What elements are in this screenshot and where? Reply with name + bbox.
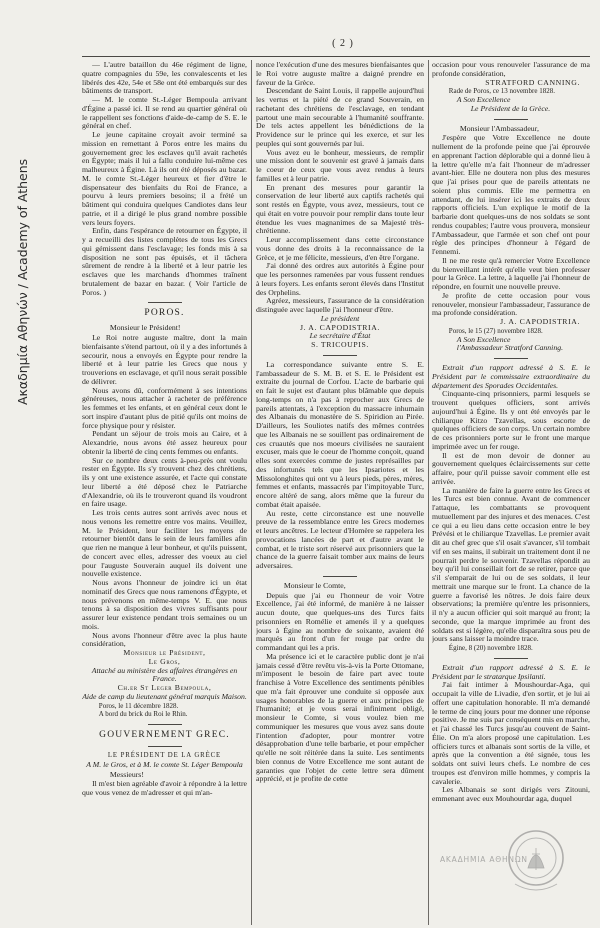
paragraph-continued: nonce l'exécution d'une des mesures bienfaisantes que le Roi votre auguste maître a daigné prendre en faveur de la Grèce. [256,61,424,87]
signature-line: Le Gros, [148,656,181,666]
dateline: Égine, 8 (20) novembre 1828. [448,644,533,652]
paragraph: Il m'est bien agréable d'avoir à répondre à la lettre que vous venez de m'adresser et qui m'an- [82,779,247,797]
paragraph: Au reste, cette circonstance est une nouvelle preuve de la ressemblance entre les Grecs modernes et leurs ancêtres. Le lecteur d'Homère se rappelera les provocations lancées de part et d'autre avant le combat, et le triste sort réservé aux prisonniers que la chance de la guerre faisait tomber aux mains de leurs adversaires. [256,508,424,570]
column-left [82,61,247,925]
column-divider-left [251,60,252,925]
divider-rule [148,302,182,303]
paragraph: Nous avons l'honneur de joindre ici un état nominatif des Grecs que nous ramenons d'Égypte, et nous prévenons en même-temps V. E. que nous tenons à sa disposition des vivres suffisants pour assurer leur existence pendant trois semaines ou un mois. [82,578,247,631]
salutation: Monsieur l'Ambassadeur, [459,123,539,133]
italic-caption: A M. le Gros, et à M. le comte St. Léger Bempoula [86,759,243,769]
paragraph: Il est de mon devoir de donner au gouvernement quelques éclaircissements sur cette affaire, pour qu'il puisse savoir comment elle est arrivée. [432,450,590,486]
salutation: Messieurs! [109,769,144,779]
column-divider-right [428,60,429,925]
paragraph: Nous avons dû, conformément à ses intentions généreuses, nous attacher à racheter de préférence les femmes et les enfants, et en général ceux dont le sort inspire d'autant plus de pitié qu'ils ont moins de force physique pour y résister. [82,385,247,430]
divider-rule [494,358,528,359]
paragraph: La manière de faire la guerre entre les Grecs et les Turcs est bien connue. Avant de commencer l'attaque, les combattants se provoquent mutuellement par des injures et des menaces. C'est ce qui a eu lieu dans cette occasion entre le bey Prévési et le chiliarque Tzavellas. Le premier avait dit au chef grec que s'il osait s'avancer, s'il tombait vif en ses mains, il subirait un traitement dont il ne pourrait perdre le souvenir. Tzavellas répondit au bey qu'il lui conseillait fort de se retirer, parce que s'il s'emparait de lui ou de ses soldats, il leur mettrait une marque sur le front. La chance de la guerre a favorisé les nôtres. Je dois faire deux observations; la première qu'entre les prisonniers, il n'y a aucun officier qui soit marqué au front; la seconde, que la marque imprimée au front des soldats est si légère, qu'elle disparaîtra sous peu de jours sans laisser la moindre trace. [432,485,590,644]
paragraph: Ma présence ici et le caractère public dont je n'ai jamais cessé d'être revêtu vis-à-vis la Porte Ottomane, m'imposent le besoin de faire part avec toute franchise à Votre Excellence des sentiments pénibles que m'a fait éprouver une conduite si opposée aux usages honorables de la guerre et aux principes de l'humanité; et je vous serai infiniment obligé, monsieur le Comte, si vous voulez bien me communiquer les mesures que vous avez sans doute l'intention d'adopter, pour montrer votre désapprobation d'une telle barbarie, et pour empêcher qu'elle ne soit réitérée dans la suite. Les sentiments bien connus de Votre Excellence me sont autant de garanties que l'objet de cette lettre sera dûment apprécié, et je profite de cette [256,651,424,784]
paragraph: Nous avons l'honneur d'être avec la plus haute considération, [82,630,247,649]
addressee-line: A Son Excellence [456,95,511,104]
paragraph: Le jeune capitaine croyait avoir terminé sa mission en remettant à Poros entre les mains du gouvernement grec les esclaves qu'il avait rachetés en Égypte; mais il lui a fallu conduire lui-même ces malheureux à Égine. Là ils ont été déposés au bazar. M. le comte St.-Léger heureux et fier d'être le dispensateur des bienfaits du Roi de France, a pourvu à leurs premiers besoins; il a frété un bâtiment qui conduira quelques Candiotes dans leur patrie, et il a dirigé le plus grand nombre possible vers leurs foyers. [82,130,247,227]
academy-watermark-text: Ακαδημία Αθηνών / Academy of Athens [15,158,30,405]
divider-rule [494,658,528,659]
signature-line: STRATFORD CANNING. [485,77,580,87]
addressee-line: l'Ambassadeur Stratford Canning. [456,343,564,353]
italic-caption: Aide de camp du lieutenant général marquis Maison. [82,691,247,701]
paragraph: Agréez, messieurs, l'assurance de la considération distinguée avec laquelle j'ai l'honneur d'être. [256,296,424,314]
signature-line: J. A. CAPODISTRIA. [300,322,380,332]
paragraph: Descendant de Saint Louis, il rappelle aujourd'hui les vertus et la piété de ce grand Souverain, en rachetant des chrétiens de l'esclavage, en tendant partout une main secourable à l'humanité souffrante. De tels actes appellent les bénédictions de la Providence sur le prince qui les exerce, et sur les peuples qui sont gouvernés par lui. [256,86,424,148]
paragraph: Cinquante-cinq prisonniers, parmi lesquels se trouvent quelques officiers, sont arrivés aujourd'hui à Égine. Ils y ont été envoyés par le chiliarque Kitzo Tzavellas, sous escorte de quelques officiers de son corps. Un certain nombre de ces prisonniers porte sur le front une marque imprimée avec un fer rouge. [432,389,590,451]
italic-caption: Attaché au ministère des affaires étrangères en France. [91,665,238,684]
paragraph: — L'autre bataillon du 46e régiment de ligne, quatre compagnies du 59e, les convalescents et les libérés des 42e, 54e et 58e ont été embarqués sur des bâtiments de transport. [82,61,247,96]
signature-line: Ch.er St Leger Bempoula, [117,683,212,692]
dateline: Poros, le 15 (27) novembre 1828. [448,326,543,335]
italic-caption: Le président [320,313,360,323]
italic-caption: Le secrétaire d'État [309,331,371,341]
paragraph: Les trois cents autres sont arrivés avec nous et nous venons les remettre entre vos mains. Veuillez, M. le Président, leur faciliter les moyens de retourner bientôt dans le sein de leurs familles afin que rien ne manque à leur bonheur, et qu'ils puissent, de concert avec elles, adresser des voeux au ciel pour l'auguste Souverain auquel ils doivent une nouvelle existence. [82,508,247,579]
header-rule [82,56,590,57]
addressee-line: Le Président de la Grèce. [470,103,551,113]
paragraph-continued: occasion pour vous renouveler l'assurance de ma profonde considération, [432,61,590,78]
paragraph: En prenant des mesures pour garantir la conservation de leur liberté aux captifs rachetés qui sont restés en Égypte, vous avez, messieurs, tout ce qui était en votre pouvoir pour remplir dans toute leur étendue les vues magnanimes de sa Majesté très-chrétienne. [256,182,424,236]
salutation: Monsieur le Comte, [283,580,346,590]
paragraph: J'ai donné des ordres aux autorités à Égine pour que les personnes ramenées par vous fussent rendues à leurs foyers. Les enfants seront élevés dans l'Institut des Orphelins. [256,261,424,297]
paragraph: Depuis que j'ai eu l'honneur de voir Votre Excellence, j'ai été informé, de manière à ne laisser aucun doute, que quelques-uns des Turcs faits prisonniers en Romélie et amenés il y a quelques jours à Égine au nombre de soixante, avaient été marqués au front d'un fer rouge par ordre du commandant qui les a pris. [256,590,424,652]
extract-heading: Extrait d'un rapport adressé à S. E. le Président par le stratarque Ipsilanti. [432,662,590,681]
paragraph: Le Roi notre auguste maître, dont la main bienfaisante s'étend partout, où il y a des infortunés à secourir, nous a envoyés en Égypte pour rendre la liberté et à leur patrie les Grecs que nous y trouverions en esclavage, et qu'il nous serait possible de délivrer. [82,333,247,386]
paragraph: Je profite de cette occasion pour vous renouveler, monsieur l'ambassadeur, l'assurance de ma profonde considération. [432,290,590,318]
signature-line: J. A. CAPODISTRIA. [500,317,580,326]
paragraph: Vous avez eu le bonheur, messieurs, de remplir une mission dont le souvenir est gravé à jamais dans le coeur de ceux que vous avez rendus à leurs familles et à leur patrie. [256,147,424,183]
stamp-text: ΑΚΑΔΗΜΙΑ ΑΘΗΝΩΝ [440,855,528,864]
paragraph: Il ne me reste qu'à remercier Votre Excellence du bienveillant intérêt qu'elle veut bien professer pour la Grèce. La lettre, à laquelle j'ai l'honneur de répondre, en fournit une nouvelle preuve. [432,255,590,291]
addressee-line: A Son Excellence [456,334,511,344]
paragraph: J'espère que Votre Excellence ne doute nullement de la profonde peine que j'ai éprouvée en apprenant l'action déplorable qui a donné lieu à la lettre qu'elle m'a fait l'honneur de m'adresser avant-hier. Elle ne doutera non plus des mesures que j'ai prises pour que de pareils attentats ne soient plus commis. Elle me permettra en attendant, de lui insérer ici les extraits de deux rapports officiels. L'un explique le motif de la barbarie dont quelques-uns de nos soldats se sont rendus coupables; l'autre vous prouvera, monsieur l'Ambassadeur, que l'armée et son chef ont pour règle des principes d'honneur à l'égard de l'ennemi. [432,133,590,256]
dateline: Poros, le 11 décembre 1828. [98,701,179,710]
stamp-emblem-icon [528,848,544,870]
title-line: LE PRÉSIDENT DE LA GRÈCE [107,752,222,759]
divider-rule [323,576,357,577]
paragraph: Les Albanais se sont dirigés vers Zitouni, emmenant avec eux Mouhourdar aga, duquel [432,785,590,803]
dateline: Rade de Poros, ce 13 novembre 1828. [448,87,555,96]
section-heading: POROS. [144,308,185,319]
paragraph: La correspondance suivante entre S. E. l'ambassadeur de S. M. B. et S. E. le Président est extraite du journal de Corfou. L'acte de barbarie qui en fait le sujet est d'autant plus blâmable que depuis long-temps on n'a pas à reprocher aux Grecs de pareils attentats, à l'exception du massacre inhumain des Albanais du monastère de S. Spiridion au Pirée. D'ailleurs, les Souliotes natifs des mêmes contrées que les Albanais ne se souillent pas ordinairement de ces cruautés que nos moeurs civilisées ne sauraient excuser, mais que le coeur de l'homme conçoit, quand elles sont exercées comme de justes représailles par des infortunés tels que les Ipsariotes et les Missolonghites qui ont vu à leurs pieds, pères, mères, femmes et enfants, massacrés par l'impitoyable Turc, encore altéré de sang, alors même que la fureur du combat était apaisée. [256,359,424,509]
paragraph: — M. le comte St.-Léger Bempoula arrivant d'Égine a passé ici. Il se rend au quartier général où le rappellent ses fonctions d'aide-de-camp de S. E. le général en chef. [82,95,247,131]
page-number: ( 2 ) [332,38,354,49]
paragraph: Pendant un séjour de trois mois au Caire, et à Alexandrie, nous avons été assez heureux pour obtenir la liberté de cinq cents femmes ou enfants. [82,429,247,456]
divider-rule [148,746,182,747]
section-heading: GOUVERNEMENT GREC. [99,730,230,740]
signature-line: S. TRICOUPIS. [311,340,369,349]
extract-heading: Extrait d'un rapport adressé à S. E. le Président par le commissaire extraordinaire du département des Sporades Occidentales. [432,363,590,390]
salutation: Monsieur le Président! [109,323,181,333]
paragraph: Sur ce nombre deux cents à-peu-près ont voulu rester en Égypte. Ils s'y trouvent chez des chrétiens, ils y ont une existence assurée, et l'acte qui constate leur liberté a été déposé chez le Patriarche d'Alexandrie, où ils le trouveront quand ils voudront en faire usage. [82,455,247,509]
divider-rule [494,119,528,120]
signature-line: Monsieur le Président, [123,648,206,657]
paragraph: Enfin, dans l'espérance de retourner en Égypte, il y a recueilli des listes complètes de tous les Grecs qui gémissent dans l'esclavage; les fonds mis à sa disposition ne sont pas épuisés, et il tâchera sûrement de rendre à la liberté et à leur patrie les esclaves que les marchands d'hommes traînent brutalement de bazar en bazar. ( Voir l'article de Poros. ) [82,226,247,297]
academy-stamp [436,818,566,908]
divider-rule [323,355,357,356]
dateline: A bord du brick du Roi le Rhin. [98,710,188,719]
divider-rule [148,724,182,725]
column-right [432,61,590,925]
paragraph: J'ai fait intimer à Moushourdar-Aga, qui occupait la ville de Livadie, d'en sortir, et je lui ai offert une capitulation honorable. Il m'a demandé le terme de cinq jours pour me donner une réponse positive. Je me suis par conséquent mis en marche, et j'ai chassé les Turcs jusqu'au couvent de Saint-Élie. On m'a alors proposé une capitulation. Les officiers turcs et albanais sont sortis de la ville, et après que la convention a été signée, tous les soldats ont suivi leurs chefs. Le nombre de ces troupes est d'environ mille hommes, y compris la cavalerie. [432,680,590,786]
paragraph: Leur accomplissement dans cette circonstance vous donne des droits à la reconnaissance de la Grèce, et je me félicite, messieurs, d'en être l'organe. [256,235,424,262]
column-middle [256,61,424,925]
